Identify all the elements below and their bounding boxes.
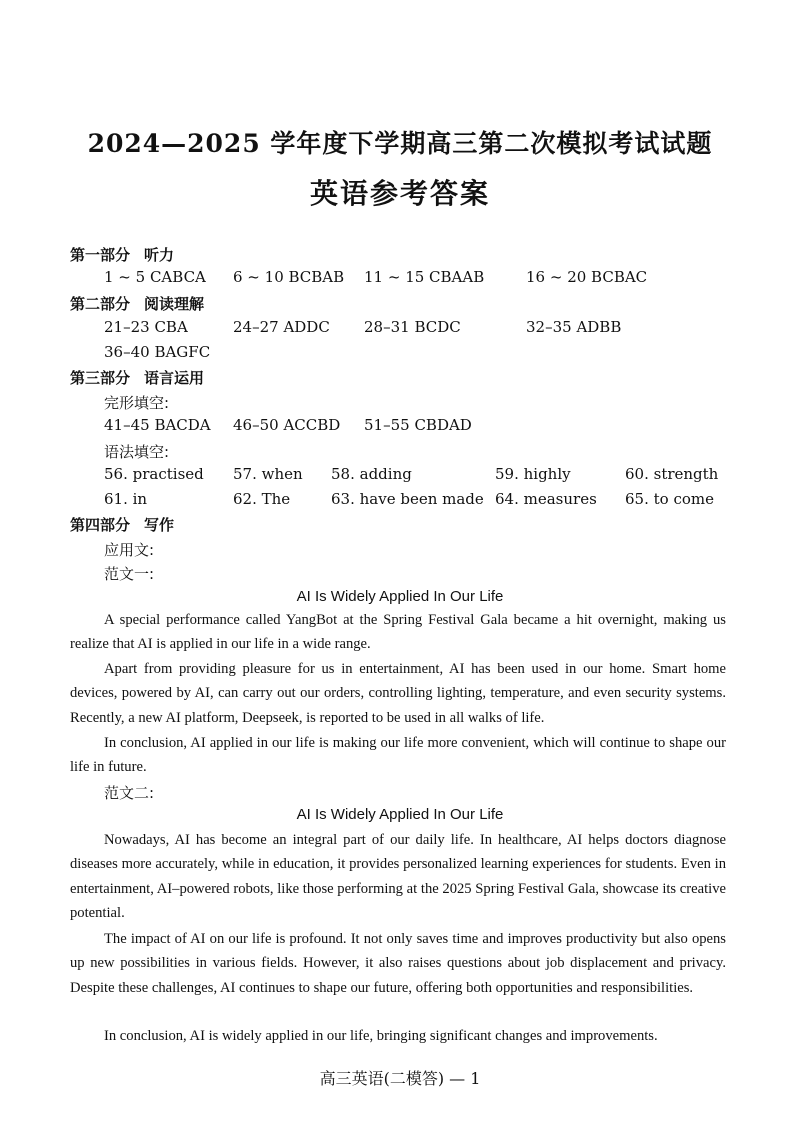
cloze-label: 完形填空: [104,394,170,412]
sample1-title: AI Is Widely Applied In Our Life [296,588,504,605]
answer-group: 28–31 BCDC [364,318,461,336]
part3-number: 第三部分 [70,369,131,387]
part1-name: 听力 [144,246,175,264]
grammar-answers-row-1 [0,465,800,487]
sample1-paragraph: Apart from providing pleasure for us in entertainment, AI has been used in our home. Smart home devices, powered by AI, can carry out our orders, controlling lighting, temperature, and even security systems. Recently, a new AI platform, Deepseek, is reported to be used in all walks of life. [70,661,726,726]
part3-name: 语言运用 [144,369,205,387]
sample2-title: AI Is Widely Applied In Our Life [296,806,504,823]
grammar-answer: 56. practised [104,465,204,483]
part2-number: 第二部分 [70,295,131,313]
page-footer: 高三英语(二模答) — 1 [319,1069,481,1088]
answer-group: 41–45 BACDA [104,416,211,434]
answer-group: 21–23 CBA [104,318,188,336]
part2-heading [70,293,204,314]
part2-answers-row-2 [0,343,800,365]
answer-group: 51–55 CBDAD [364,416,472,434]
answer-group: 36–40 BAGFC [104,343,211,361]
cloze-answers-row [0,416,800,438]
grammar-answer: 59. highly [495,465,571,483]
answer-group: 11 ~ 15 CBAAB [364,268,485,286]
page-subtitle: 英语参考答案 [309,177,490,210]
answer-group: 6 ~ 10 BCBAB [233,268,345,286]
sample1-label: 范文一: [104,565,155,583]
sample2-paragraph: The impact of AI on our life is profound. It not only saves time and improves productivity but also opens up new possibilities in various fields. However, it also raises questions about job displacement and privacy. Despite these challenges, AI continues to shape our future, offering both opportunities and responsibilities. [70,931,726,996]
grammar-answer: 61. in [104,490,148,508]
sample2-label: 范文二: [104,784,155,802]
grammar-answers-row-2 [0,490,800,512]
sample2-paragraph: In conclusion, AI is widely applied in our life, bringing significant changes and improvements. [104,1028,658,1044]
sample2-paragraph: Nowadays, AI has become an integral part of our daily life. In healthcare, AI helps doctors diagnose diseases more accurately, while in education, it provides personalized learning experiences for students. Even in entertainment, AI–powered robots, like those performing at the 2025 Spring Festival Gala, showcase its creative potential. [70,832,726,921]
part2-name: 阅读理解 [144,295,205,313]
applied-writing-label: 应用文: [104,541,155,559]
grammar-answer: 58. adding [331,465,412,483]
answer-group: 32–35 ADBB [526,318,622,336]
part4-number: 第四部分 [70,516,131,534]
answer-group: 46–50 ACCBD [233,416,341,434]
page-title: 2024—2025 学年度下学期高三第二次模拟考试试题 [87,129,713,158]
grammar-answer: 63. have been made [331,490,484,508]
part3-heading [70,367,204,388]
part1-number: 第一部分 [70,246,131,264]
grammar-answer: 60. strength [625,465,719,483]
sample1-paragraph: A special performance called YangBot at the Spring Festival Gala became a hit overnight, making us realize that AI is applied in our life in a wide range. [70,612,726,653]
grammar-answer: 64. measures [495,490,597,508]
answer-group: 16 ~ 20 BCBAC [526,268,648,286]
grammar-answer: 57. when [233,465,303,483]
grammar-label: 语法填空: [104,443,170,461]
part2-answers-row [0,318,800,340]
part1-heading [70,244,174,265]
grammar-answer: 65. to come [625,490,714,508]
part4-heading [70,514,174,535]
part4-name: 写作 [144,516,175,534]
answer-group: 24–27 ADDC [233,318,330,336]
sample1-paragraph: In conclusion, AI applied in our life is making our life more convenient, which will continue to shape our life in future. [70,735,726,776]
grammar-answer: 62. The [233,490,291,508]
part1-answers-row [0,268,800,290]
answer-group: 1 ~ 5 CABCA [104,268,206,286]
